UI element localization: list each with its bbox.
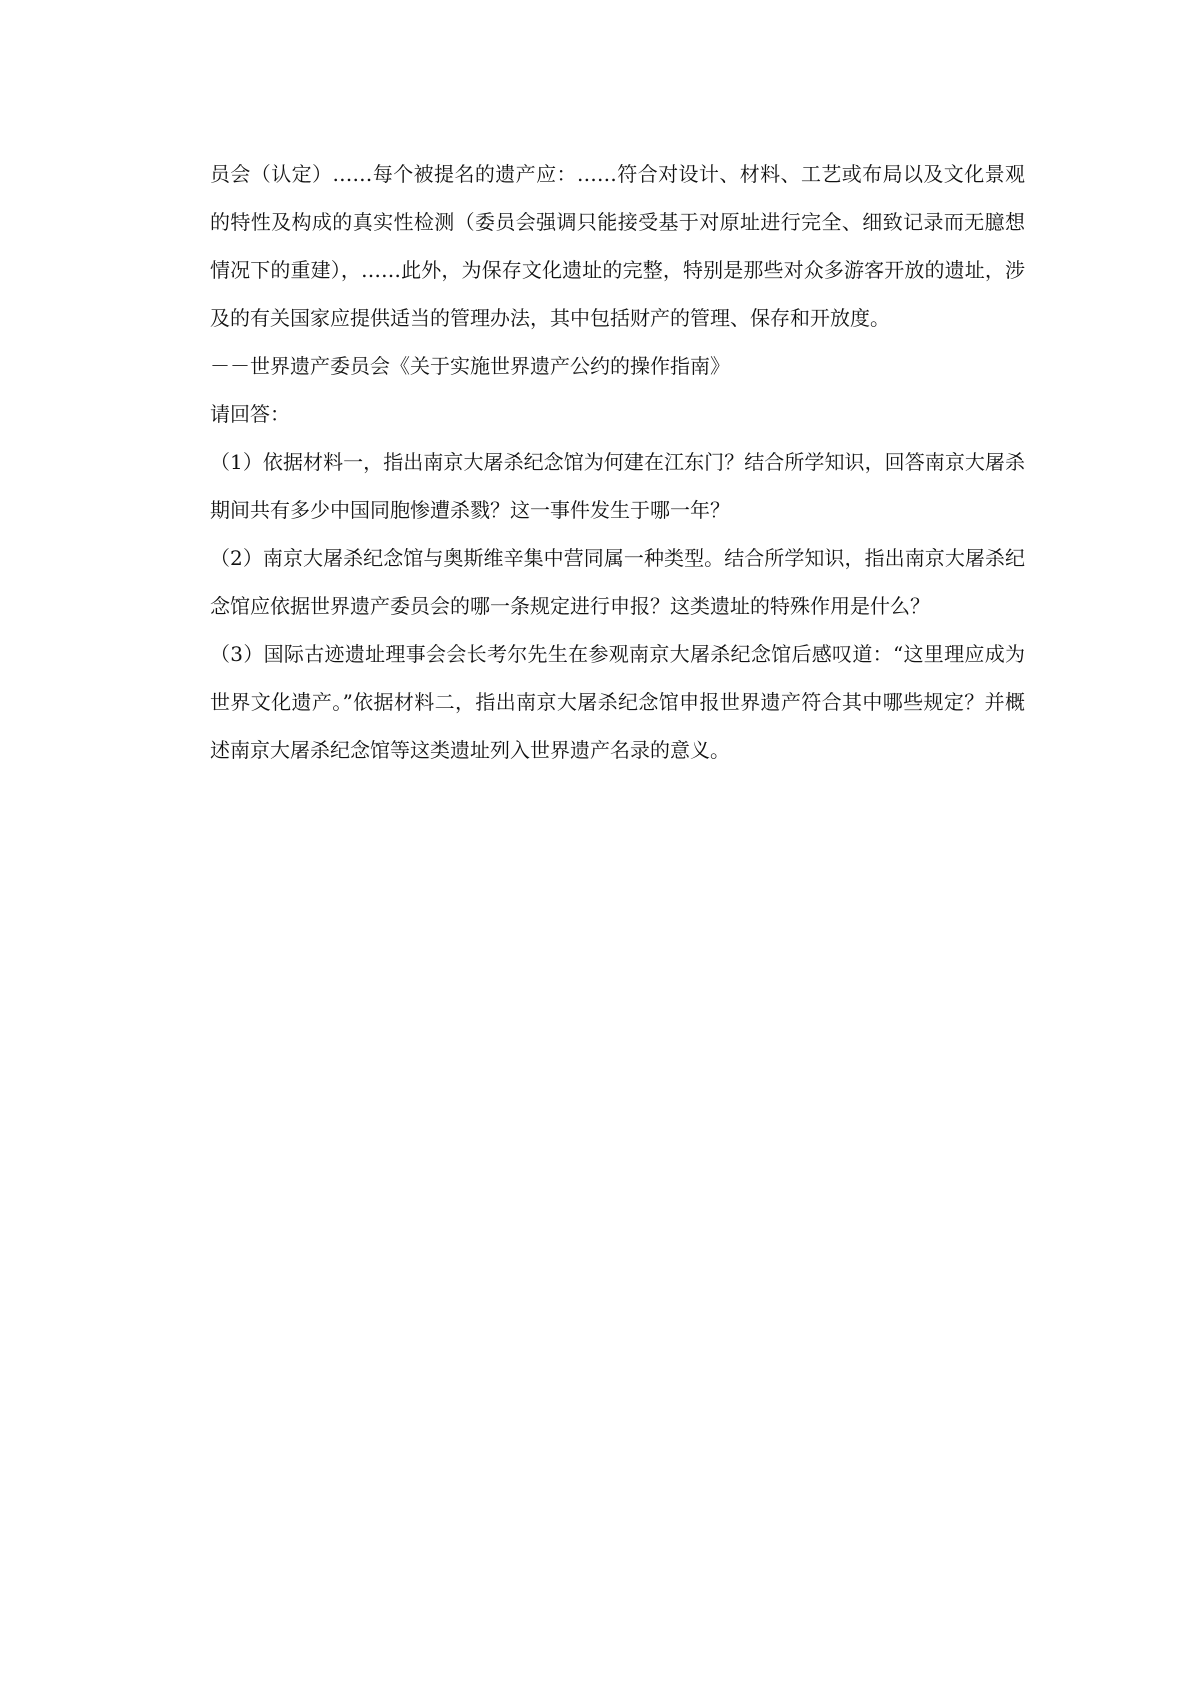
material-two-continuation: 员会（认定）……每个被提名的遗产应：……符合对设计、材料、工艺或布局以及文化景观的特性及构成的真实性检测（委员会强调只能接受基于对原址进行完全、细致记录而无臆想情况下的重建），……此外，为保存文化遗址的完整，特别是那些对众多游客开放的遗址，涉及的有关国家应提供适当的管理办法，其中包括财产的管理、保存和开放度。	[210, 162, 1025, 330]
question-3: （3）国际古迹遗址理事会会长考尔先生在参观南京大屠杀纪念馆后感叹道：“这里理应成为世界文化遗产。”依据材料二，指出南京大屠杀纪念馆申报世界遗产符合其中哪些规定？并概述南京大屠杀纪念馆等这类遗址列入世界遗产名录的意义。	[210, 642, 1025, 762]
material-source-citation: －－世界遗产委员会《关于实施世界遗产公约的操作指南》	[210, 354, 730, 378]
question-2: （2）南京大屠杀纪念馆与奥斯维辛集中营同属一种类型。结合所学知识，指出南京大屠杀纪念馆应依据世界遗产委员会的哪一条规定进行申报？这类遗址的特殊作用是什么？	[210, 546, 1025, 618]
answer-prompt: 请回答：	[210, 402, 290, 426]
document-body	[210, 150, 1025, 774]
question-1: （1）依据材料一，指出南京大屠杀纪念馆为何建在江东门？结合所学知识，回答南京大屠杀期间共有多少中国同胞惨遭杀戮？这一事件发生于哪一年？	[210, 450, 1025, 522]
